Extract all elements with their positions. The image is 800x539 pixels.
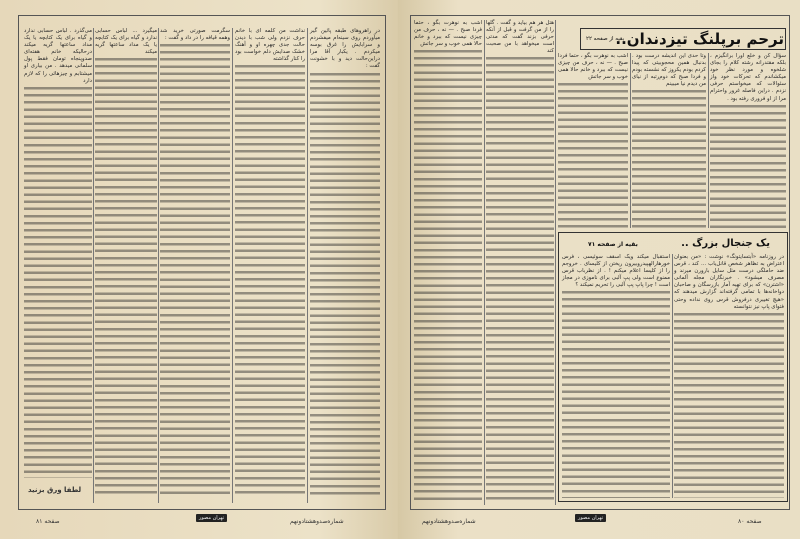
column-divider [708, 53, 709, 228]
column-text: هتل هر هم بیاید و گفت . گلها را از من گرفت و قبل از آنکه حرفی بزند گفت که مدتی است میخواهد با من صحبت کند [486, 20, 554, 55]
text-lines [24, 85, 92, 478]
right-page [398, 0, 800, 539]
article-title: ترحم برپلنگ تیزدندان.. [615, 30, 784, 48]
text-column [632, 53, 706, 228]
article2-title: یک جنجال بزرگ .. [681, 238, 770, 249]
text-lines [558, 81, 628, 228]
column-divider [158, 28, 159, 503]
column-text: نداشت من کلمه ای با خانم حرف نزدم ولی شب با دیدن حالت جدی چهره او و آهنگ خشک صدایش دلم خواست بود را کنار گذاشته [235, 28, 305, 63]
text-lines [310, 71, 380, 498]
text-lines [414, 48, 482, 500]
column-divider [484, 20, 485, 505]
magazine-logo: تهران مصور [575, 514, 606, 522]
column-text: میگیرد ... لباس حسابی ندارد و گیاه برای یک کتابچه یا یک مداد ساعتها گریه میکند [95, 28, 157, 56]
column-divider [93, 28, 94, 503]
article2-continued-from: بقیه از صفحه ۷۱ [588, 241, 638, 248]
text-column [558, 53, 628, 228]
column-text: می‌گذرد . لباس حسابی ندارد و گیاه برای یک کتابچه یا یک مداد ساعتها گریه میکند درحالیکه خانم هفته‌ای صدوپنجاه تومان فقط پول سلمانی میدهد . من بیاری او میشتابم و چیزهائی را که لازم دارد [24, 28, 92, 84]
text-lines [562, 289, 670, 498]
text-column [562, 254, 670, 498]
text-lines [235, 63, 305, 498]
text-lines [486, 55, 554, 500]
text-column [710, 53, 786, 228]
column-divider [672, 254, 673, 498]
text-column [95, 28, 157, 498]
column-text: در راهروهای طبقه پائین گیر میآوردم روی سینه‌ام میفشردم و سرابایش را غرق بوسه میکردم . یکبار آقا مرا دراین‌حالت دید و با خشونت گفت : [310, 28, 380, 70]
issue-number: شماره‌صدوهشتادونهم [290, 518, 344, 525]
column-divider [232, 28, 233, 503]
text-column [414, 20, 482, 500]
text-column [160, 28, 230, 498]
column-text: در روزنامه «آبتسایتونگ» نوشت : «من بعنوان اعتراض به تظاهر شخص قانل‌یاب ... کند ، قرس ضد حاملگی درست مثل سایل بارورن میرند و مصرف میشود» . خبرنگاران مجله آلمانی «اشترن» که برای تهیه آمار بازرسگان و صاحبان دواخانه‌ها با تمامی گرفته‌اند گزارش میدهند که «هیچ تغییری درفروش قرس روی نداده وحتی فتوای پاپ نیز نتوانسته [674, 254, 784, 310]
column-divider [630, 53, 631, 228]
text-lines [95, 56, 157, 498]
continue-note: لطفا ورق بزنید [28, 486, 82, 494]
magazine-logo: تهران مصور [196, 514, 227, 522]
text-column [674, 254, 784, 498]
continued-from: بقیه از صفحه ۲۲ [586, 36, 625, 42]
text-lines [710, 103, 786, 228]
column-text: اشب به نوهرت بگو ، حتما فردا صبح . — نه ، حرف من چیزی نیست که ببرد و خانم حالا همی خوب و سر جاتش [414, 20, 482, 48]
text-lines [674, 311, 784, 498]
text-column [24, 28, 92, 478]
text-lines [160, 42, 230, 498]
column-text: سگرمت صورتی خرید شد وهمه قیافه را در داد و گفت : [160, 28, 230, 42]
column-text: استقبال میکند ویک اسقف سوئیسی ، فرس خورهارالهپیدروبیرون ریختن از کلیسای . خروجم را از کلیسا اعلام میکنم ! . از نظرباب قرس ممنوع است ولی پپ آلبی برای ناموزی در مجاز است ! چرا پاپ پپ آلبی را تحریم نمیکند ؟ [562, 254, 670, 289]
column-text: وتا حدی این اندیشه درست بود . بدنبال همین محجوبیتی که پیدا کردم بودم یکروز که نشسته بودم و فردا صبح که دوم‌رتبه از نیای من دیدم نیا میبینم [632, 53, 706, 88]
text-column [486, 20, 554, 500]
left-page [0, 0, 398, 539]
page-number: صفحه ۸۱ [36, 518, 60, 525]
issue-number: شماره‌صدوهشتادونهم [422, 518, 476, 525]
text-lines [632, 88, 706, 228]
column-divider [555, 20, 556, 505]
text-column [235, 28, 305, 498]
page-number: صفحه ۸۰ [738, 518, 762, 525]
text-column [310, 28, 380, 498]
column-divider [307, 28, 308, 503]
column-text: اشب به نوهرت بگو ، حتما فردا صبح . — نه ، حرف من چیزی نیست که ببرد و خانم حالا همی خوب و سر جاتش [558, 53, 628, 81]
column-text: سؤال کن و خلع اورا برانگیزم ، بلکه مقتدرانه رشته کلام را بجای شلخوه و مورد نظر خود میکشاندم که تحرکات خود واز سئوالات که میخواستم حرفی نزدم . دراین فاصله غرور واحترام مرا از او فروری رفته بود . [710, 53, 786, 102]
